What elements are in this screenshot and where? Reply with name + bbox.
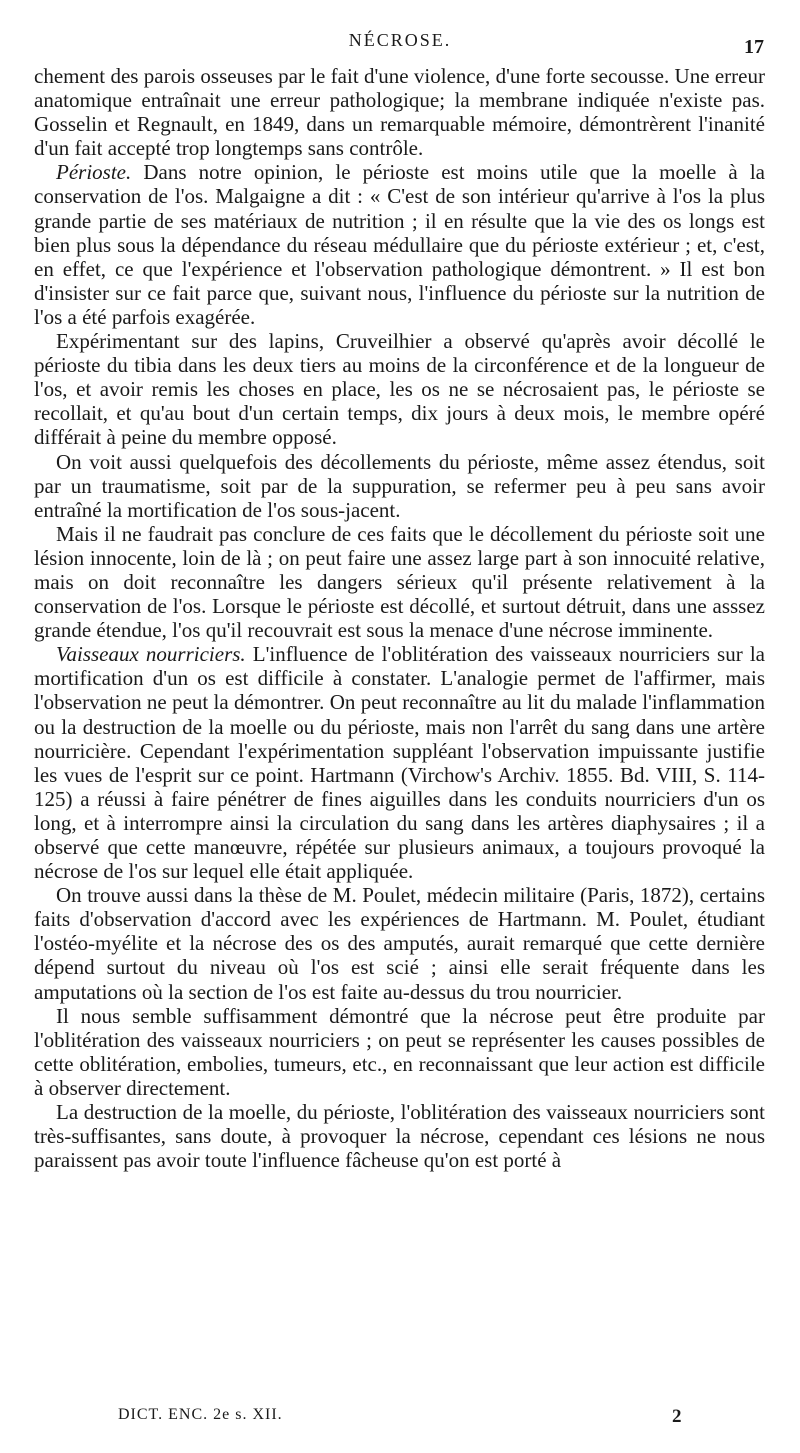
paragraph-text: La destruction de la moelle, du périoste, l'oblitération des vaisseaux nourriciers sont très-suffisantes, sans doute, à provoquer la nécrose, cependant ces lésions ne nous paraissent pas avoir toute l'influence fâcheuse qu'on est porté à — [34, 1100, 765, 1173]
body-text — [34, 64, 765, 1172]
paragraph — [34, 160, 765, 329]
paragraph-text: Expérimentant sur des lapins, Cruveilhier a observé qu'après avoir décollé le périoste du tibia dans les deux tiers au moins de la circonférence et de la longueur de l'os, et avoir remis les choses en place, les os ne se nécrosaient pas, le périoste se recollait, et qu'au bout d'un certain temps, dix jours à deux mois, le membre opéré différait à peine du membre opposé. — [34, 329, 765, 450]
paragraph — [34, 329, 765, 449]
paragraph — [34, 642, 765, 883]
paragraph-text: On voit aussi quelquefois des décollements du périoste, même assez étendus, soit par un traumatisme, soit par de la suppuration, se refermer peu à peu sans avoir entraîné la mortification de l'os sous-jacent. — [34, 449, 765, 522]
paragraph — [34, 1004, 765, 1100]
paragraph — [34, 883, 765, 1003]
page-footer — [0, 1406, 800, 1436]
paragraph — [34, 450, 765, 522]
sheet-number: 2 — [672, 1406, 682, 1427]
paragraph-text: On trouve aussi dans la thèse de M. Poulet, médecin militaire (Paris, 1872), certains faits d'observation d'accord avec les expériences de Hartmann. M. Poulet, étudiant l'ostéo-myélite et la nécrose des os des amputés, aurait remarqué que cette dernière dépend surtout du niveau où l'os est scié ; ainsi elle serait fréquente dans les amputations où la section de l'os est faite au-dessus du trou nourricier. — [34, 883, 765, 1004]
paragraph-text: Mais il ne faudrait pas conclure de ces faits que le décollement du périoste soit une lésion innocente, loin de là ; on peut faire une assez large part à son innocuité relative, mais on doit reconnaître les dangers sérieux qu'il présente relativement à la conservation de l'os. Lorsque le périoste est décollé, et surtout détruit, dans une asssez grande étendue, l'os qu'il recouvrait est sous la menace d'une nécrose imminente. — [34, 521, 765, 643]
section-lead: Vaisseaux nourriciers. — [56, 642, 246, 667]
running-head — [0, 30, 800, 60]
paragraph — [34, 522, 765, 642]
paragraph — [34, 1100, 765, 1172]
page-number: 17 — [744, 36, 764, 58]
signature-mark: DICT. ENC. 2e s. XII. — [118, 1406, 283, 1423]
paragraph-text: chement des parois osseuses par le fait d'une violence, d'une forte secousse. Une erreur anatomique entraînait une erreur pathologique; la membrane indiquée n'existe pas. Gosselin et Regnault, en 1849, dans un remarquable mémoire, démontrèrent l'inanité d'un fait accepté trop longtemps sans contrôle. — [34, 64, 765, 161]
paragraph-text: Dans notre opinion, le périoste est moins utile que la moelle à la conservation de l'os. Malgaigne a dit : « C'est de son intérieur qu'arrive à l'os la plus grande partie de ses matériaux de nutrition ; il en résulte que la vie des os longs est bien plus sous la dépendance du réseau médullaire que du périoste extérieur ; et, c'est, en effet, ce que l'expérience et l'observation pathologique démontrent. » Il est bon d'insister sur ce fait parce que, suivant nous, l'influence du périoste sur la nutrition de l'os a été parfois exagérée. — [34, 160, 765, 329]
paragraph-text: Il nous semble suffisamment démontré que la nécrose peut être produite par l'oblitération des vaisseaux nourriciers ; on peut se représenter les causes possibles de cette oblitération, embolies, tumeurs, etc., en reconnaissant que leur action est difficile à observer directement. — [34, 1003, 765, 1100]
running-title: NÉCROSE. — [348, 30, 452, 50]
section-lead: Périoste. — [56, 160, 132, 185]
paragraph-text: L'influence de l'oblitération des vaisseaux nourriciers sur la mortification d'un os est difficile à constater. L'analogie permet de l'affirmer, mais l'observation ne peut la démontrer. On peut reconnaître au lit du malade l'inflammation ou la destruction de la moelle ou du périoste, mais non l'arrêt du sang dans une artère nourricière. Cependant l'expérimentation suppléant l'observation impuissante justifie les vues de l'esprit sur ce point. Hartmann (Virchow's Archiv. 1855. Bd. VIII, S. 114-125) a réussi à faire pénétrer de fines aiguilles dans les conduits nourriciers d'un os long, et à interrompre ainsi la circulation du sang dans les artères diaphysaires ; il a observé que cette manœuvre, répétée sur plusieurs animaux, a toujours provoqué la nécrose de l'os sur lequel elle était appliquée. — [34, 642, 765, 884]
paragraph — [34, 64, 765, 160]
